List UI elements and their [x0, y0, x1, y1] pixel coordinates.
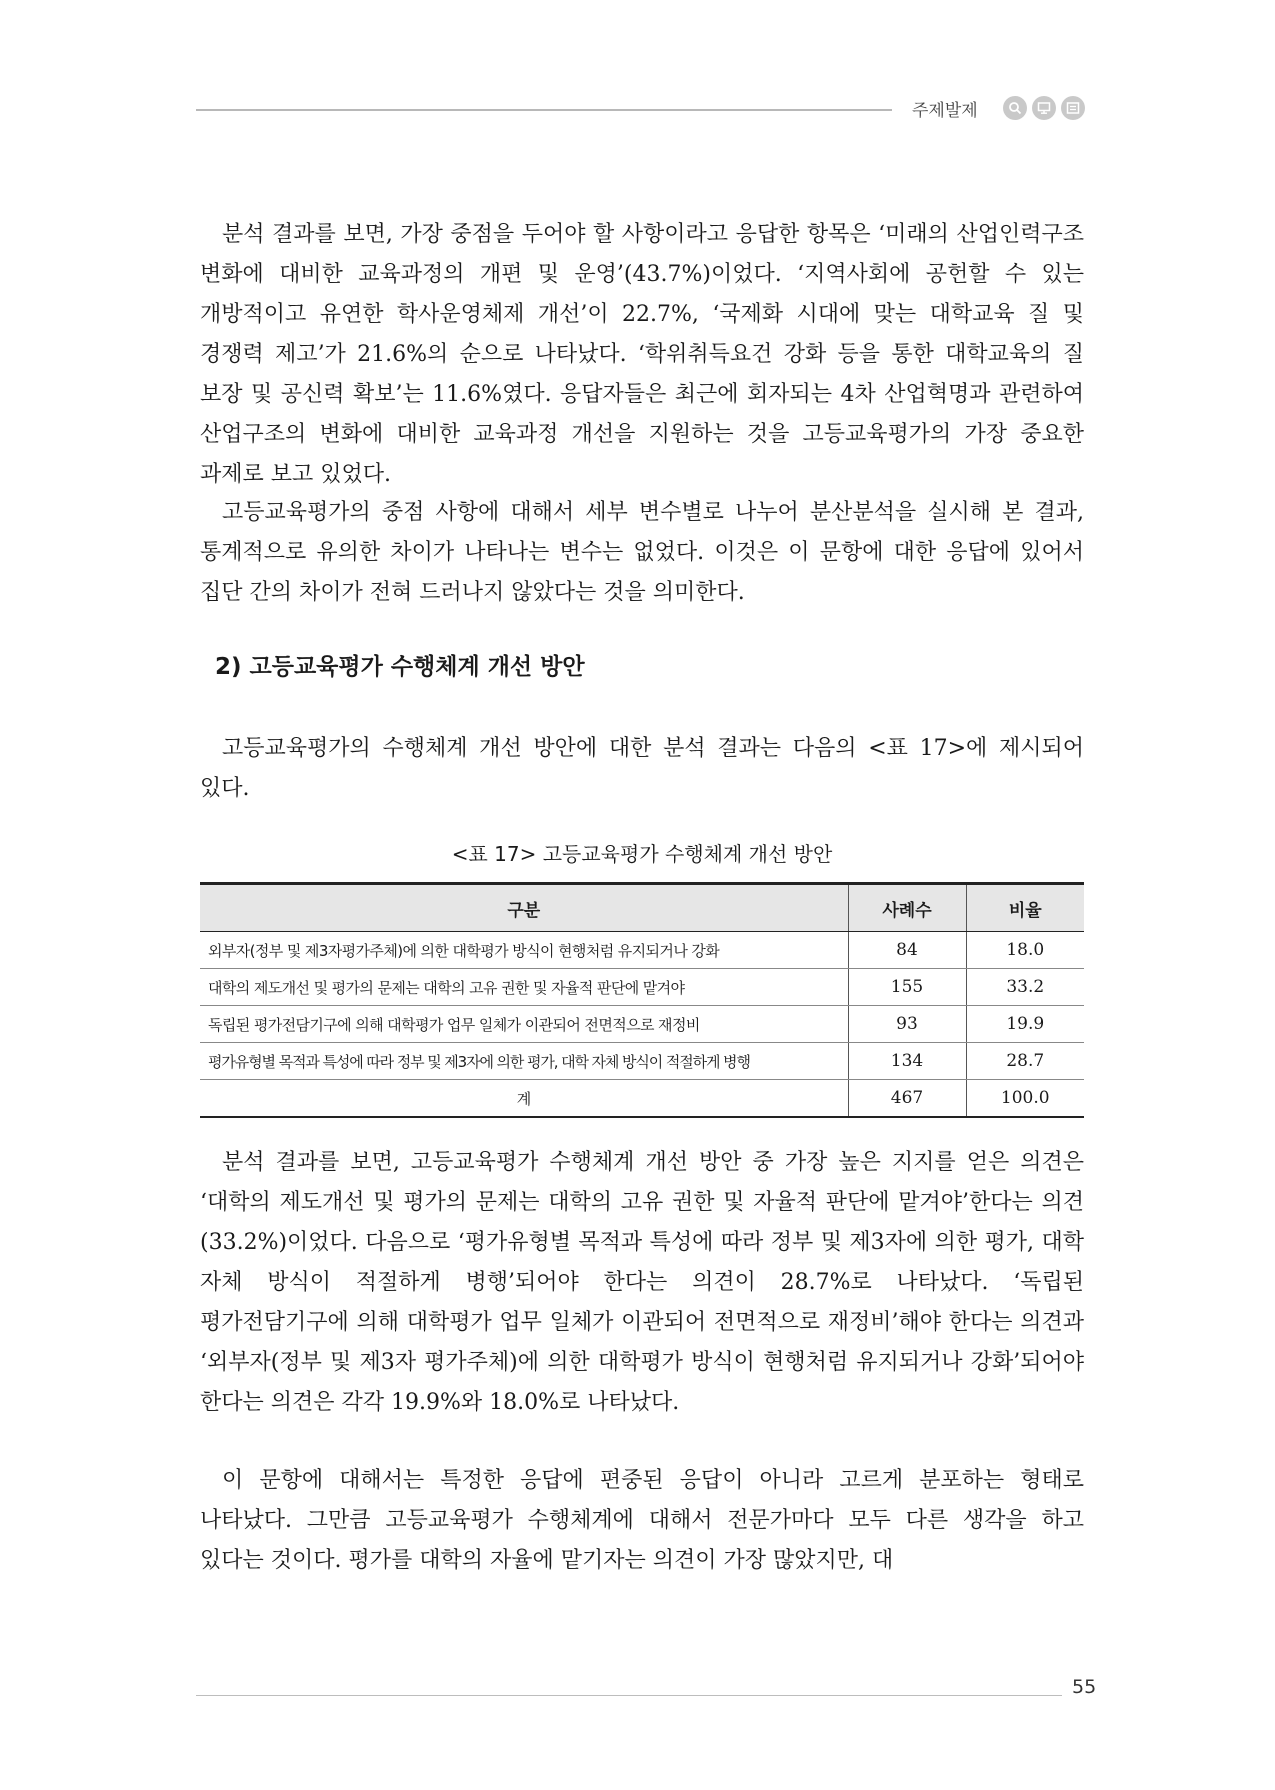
table-cell-ratio: 19.9	[966, 1006, 1084, 1043]
survey-table	[200, 882, 1084, 1118]
column-header-category: 구분	[200, 884, 848, 932]
body-paragraph-3: 고등교육평가의 수행체계 개선 방안에 대한 분석 결과는 다음의 <표 17>에 제시되어 있다.	[200, 736, 1084, 801]
table-cell-ratio: 18.0	[966, 932, 1084, 969]
table-cell-category: 외부자(정부 및 제3자평가주체)에 의한 대학평가 방식이 현행처럼 유지되거나 강화	[200, 932, 848, 969]
body-paragraph-1: 분석 결과를 보면, 가장 중점을 두어야 할 사항이라고 응답한 항목은 ‘미래의 산업인력구조 변화에 대비한 교육과정의 개편 및 운영’(43.7%)이었다. ‘지역사회에 공헌할 수 있는 개방적이고 유연한 학사운영체제 개선’이 22.7%, ‘국제화 시대에 맞는 대학교육 질 및 경쟁력 제고’가 21.6%의 순으로 나타났다. ‘학위취득요건 강화 등을 통한 대학교육의 질 보장 및 공신력 확보’는 11.6%였다. 응답자들은 최근에 회자되는 4차 산업혁명과 관련하여 산업구조의 변화에 대비한 교육과정 개선을 지원하는 것을 고등교육평가의 가장 중요한 과제로 보고 있었다.	[200, 222, 1084, 487]
section-heading: 2) 고등교육평가 수행체계 개선 방안	[215, 654, 585, 680]
table-cell-category: 평가유형별 목적과 특성에 따라 정부 및 제3자에 의한 평가, 대학 자체 방식이 적절하게 병행	[200, 1043, 848, 1080]
monitor-icon	[1032, 96, 1056, 120]
table-cell-ratio: 33.2	[966, 969, 1084, 1006]
body-paragraph-2: 고등교육평가의 중점 사항에 대해서 세부 변수별로 나누어 분산분석을 실시해 본 결과, 통계적으로 유의한 차이가 나타나는 변수는 없었다. 이것은 이 문항에 대한 응답에 있어서 집단 간의 차이가 전혀 드러나지 않았다는 것을 의미한다.	[200, 500, 1084, 605]
table-cell-count: 155	[848, 969, 966, 1006]
table-row	[200, 932, 1084, 969]
table-cell-count: 84	[848, 932, 966, 969]
table-header-row	[200, 884, 1084, 932]
table-total-ratio: 100.0	[966, 1080, 1084, 1118]
table-cell-category: 독립된 평가전담기구에 의해 대학평가 업무 일체가 이관되어 전면적으로 재정비	[200, 1006, 848, 1043]
table-cell-count: 134	[848, 1043, 966, 1080]
header-rule	[196, 109, 892, 111]
table-row	[200, 1043, 1084, 1080]
table-total-count: 467	[848, 1080, 966, 1118]
table-row	[200, 969, 1084, 1006]
table-cell-category: 대학의 제도개선 및 평가의 문제는 대학의 고유 권한 및 자율적 판단에 맡겨야	[200, 969, 848, 1006]
header-title: 주제발제	[912, 101, 978, 121]
table-total-label: 계	[200, 1080, 848, 1118]
search-icon	[1003, 96, 1027, 120]
page-number: 55	[1072, 1676, 1097, 1698]
list-icon	[1061, 96, 1085, 120]
table-total-row	[200, 1080, 1084, 1118]
column-header-ratio: 비율	[966, 884, 1084, 932]
table-caption: <표 17> 고등교육평가 수행체계 개선 방안	[451, 842, 833, 866]
header-icon-group	[1003, 96, 1085, 120]
table-cell-ratio: 28.7	[966, 1043, 1084, 1080]
column-header-count: 사례수	[848, 884, 966, 932]
body-paragraph-4: 분석 결과를 보면, 고등교육평가 수행체계 개선 방안 중 가장 높은 지지를 얻은 의견은 ‘대학의 제도개선 및 평가의 문제는 대학의 고유 권한 및 자율적 판단에 맡겨야’한다는 의견(33.2%)이었다. 다음으로 ‘평가유형별 목적과 특성에 따라 정부 및 제3자에 의한 평가, 대학 자체 방식이 적절하게 병행’되어야 한다는 의견이 28.7%로 나타났다. ‘독립된 평가전담기구에 의해 대학평가 업무 일체가 이관되어 전면적으로 재정비’해야 한다는 의견과 ‘외부자(정부 및 제3자 평가주체)에 의한 대학평가 방식이 현행처럼 유지되거나 강화’되어야 한다는 의견은 각각 19.9%와 18.0%로 나타났다.	[200, 1150, 1084, 1415]
table-cell-count: 93	[848, 1006, 966, 1043]
body-paragraph-5: 이 문항에 대해서는 특정한 응답에 편중된 응답이 아니라 고르게 분포하는 형태로 나타났다. 그만큼 고등교육평가 수행체계에 대해서 전문가마다 모두 다른 생각을 하고 있다는 것이다. 평가를 대학의 자율에 맡기자는 의견이 가장 많았지만, 대	[200, 1468, 1084, 1573]
footer-rule	[196, 1695, 1062, 1696]
table-row	[200, 1006, 1084, 1043]
